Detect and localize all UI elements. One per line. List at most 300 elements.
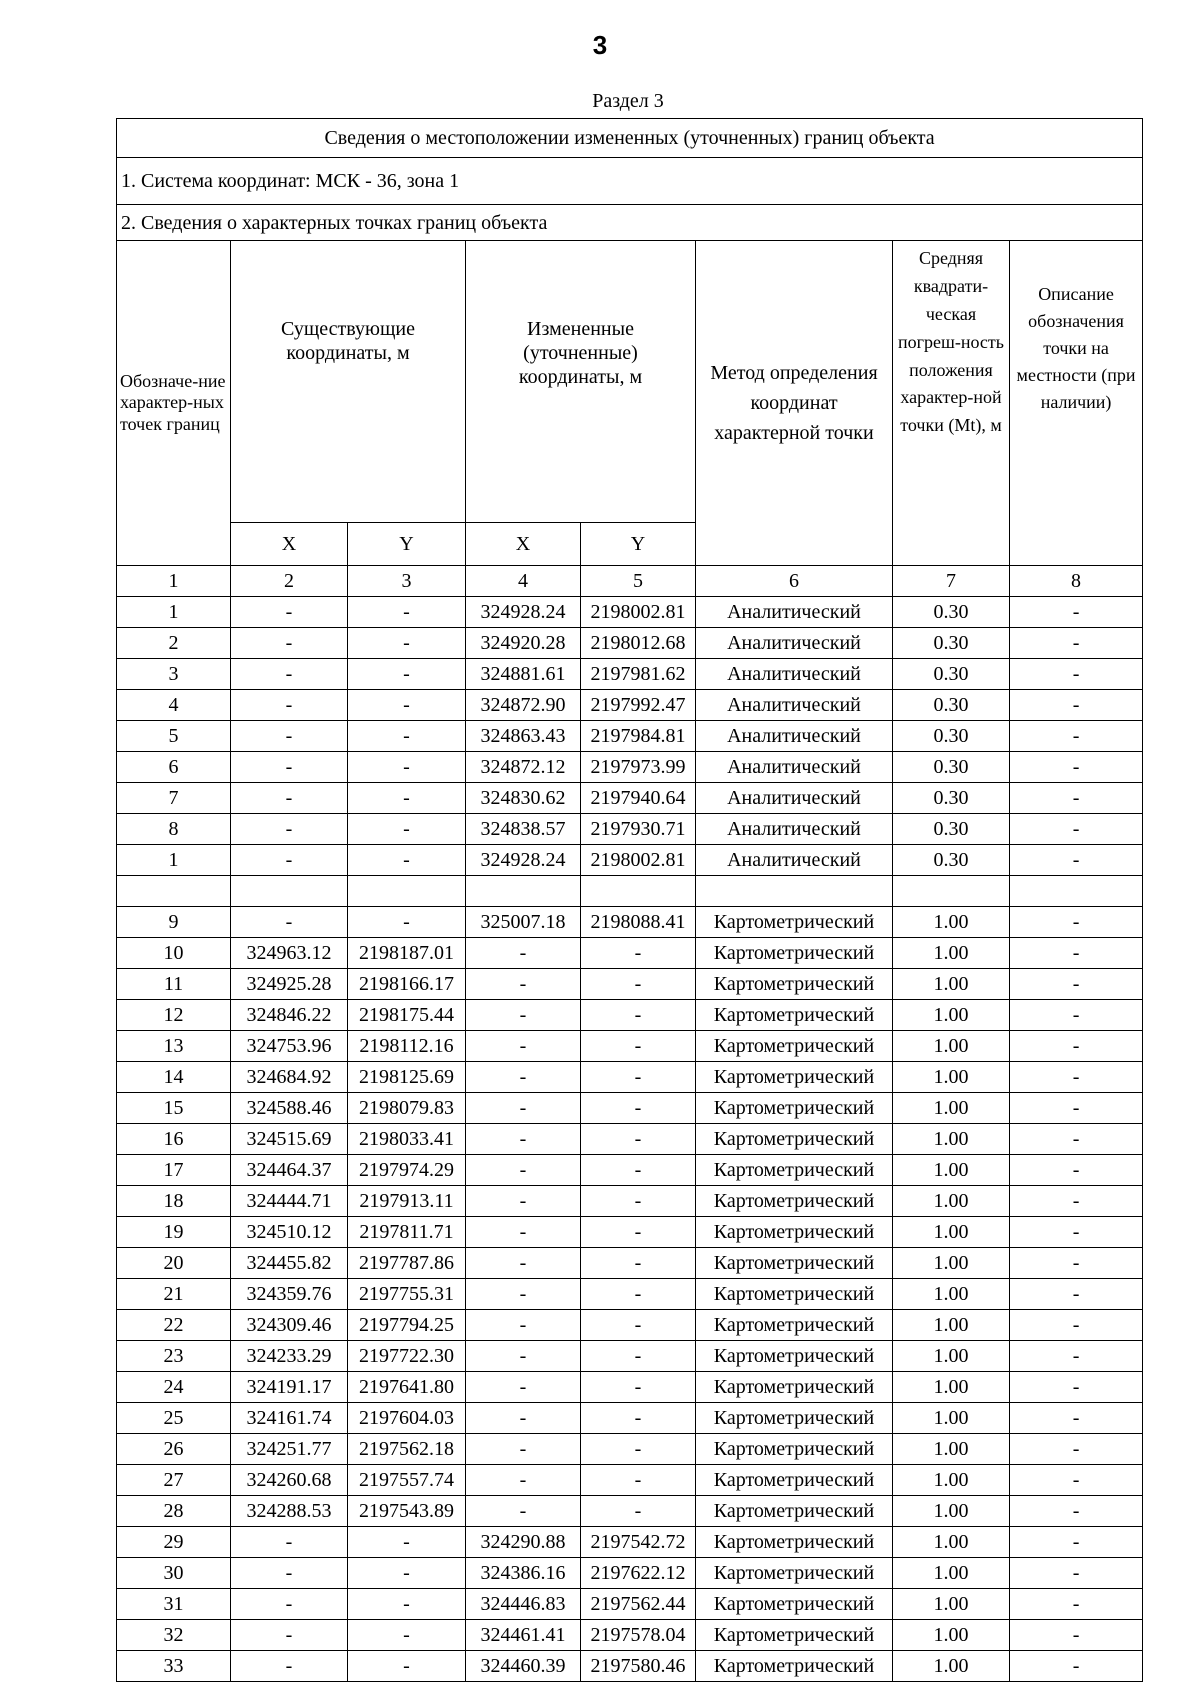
column-number: 4 bbox=[466, 566, 581, 597]
cell-method: Картометрический bbox=[696, 1651, 893, 1682]
column-number: 3 bbox=[348, 566, 466, 597]
cell-existing-y: - bbox=[348, 1651, 466, 1682]
cell-point-id: 32 bbox=[117, 1620, 231, 1651]
cell-method: Картометрический bbox=[696, 907, 893, 938]
cell-changed-y: - bbox=[581, 1031, 696, 1062]
cell-existing-y: 2197557.74 bbox=[348, 1465, 466, 1496]
cell-description: - bbox=[1010, 752, 1143, 783]
cell-existing-y: 2198079.83 bbox=[348, 1093, 466, 1124]
cell-changed-y: 2198002.81 bbox=[581, 845, 696, 876]
cell-changed-y: - bbox=[581, 1341, 696, 1372]
cell-accuracy: 0.30 bbox=[893, 752, 1010, 783]
cell-changed-x: 324460.39 bbox=[466, 1651, 581, 1682]
cell-existing-y: 2197787.86 bbox=[348, 1248, 466, 1279]
cell-existing-x: - bbox=[231, 1620, 348, 1651]
cell-changed-y: - bbox=[581, 1000, 696, 1031]
cell-existing-x: 324963.12 bbox=[231, 938, 348, 969]
table-row bbox=[117, 1434, 1143, 1465]
cell-point-id: 8 bbox=[117, 814, 231, 845]
cell-existing-x: 324288.53 bbox=[231, 1496, 348, 1527]
cell-method: Картометрический bbox=[696, 1279, 893, 1310]
cell-method: Аналитический bbox=[696, 783, 893, 814]
cell-changed-y: 2197578.04 bbox=[581, 1620, 696, 1651]
cell-existing-y: 2198033.41 bbox=[348, 1124, 466, 1155]
table-row bbox=[117, 1279, 1143, 1310]
cell-description: - bbox=[1010, 659, 1143, 690]
cell-existing-y: 2197604.03 bbox=[348, 1403, 466, 1434]
table-row bbox=[117, 1651, 1143, 1682]
cell-point-id: 19 bbox=[117, 1217, 231, 1248]
cell-method: Картометрический bbox=[696, 1527, 893, 1558]
cell-changed-x: - bbox=[466, 1186, 581, 1217]
cell-method bbox=[696, 876, 893, 907]
cell-accuracy: 1.00 bbox=[893, 1496, 1010, 1527]
cell-changed-x: 324920.28 bbox=[466, 628, 581, 659]
cell-method: Картометрический bbox=[696, 1620, 893, 1651]
cell-changed-y: - bbox=[581, 1217, 696, 1248]
column-number: 5 bbox=[581, 566, 696, 597]
table-row bbox=[117, 1589, 1143, 1620]
cell-point-id: 13 bbox=[117, 1031, 231, 1062]
cell-changed-x: - bbox=[466, 1000, 581, 1031]
header-description: Описание обозначения точки на местности (при наличии) bbox=[1010, 241, 1143, 566]
cell-existing-y: 2198125.69 bbox=[348, 1062, 466, 1093]
cell-existing-x: 324464.37 bbox=[231, 1155, 348, 1186]
cell-existing-y: - bbox=[348, 783, 466, 814]
cell-changed-x: 324872.90 bbox=[466, 690, 581, 721]
cell-description: - bbox=[1010, 938, 1143, 969]
cell-changed-y: - bbox=[581, 969, 696, 1000]
cell-existing-x: - bbox=[231, 1651, 348, 1682]
cell-accuracy: 1.00 bbox=[893, 907, 1010, 938]
header-existing-y: Y bbox=[348, 523, 466, 566]
cell-point-id: 5 bbox=[117, 721, 231, 752]
cell-description: - bbox=[1010, 969, 1143, 1000]
cell-changed-y: - bbox=[581, 1434, 696, 1465]
cell-method: Картометрический bbox=[696, 1000, 893, 1031]
cell-point-id: 26 bbox=[117, 1434, 231, 1465]
cell-accuracy: 0.30 bbox=[893, 721, 1010, 752]
cell-changed-y: - bbox=[581, 1186, 696, 1217]
cell-description: - bbox=[1010, 1558, 1143, 1589]
cell-existing-y: - bbox=[348, 659, 466, 690]
cell-point-id: 27 bbox=[117, 1465, 231, 1496]
cell-changed-x: - bbox=[466, 1372, 581, 1403]
cell-description: - bbox=[1010, 1403, 1143, 1434]
cell-method: Картометрический bbox=[696, 1248, 893, 1279]
cell-method: Картометрический bbox=[696, 1217, 893, 1248]
table-row bbox=[117, 721, 1143, 752]
cell-method: Картометрический bbox=[696, 1434, 893, 1465]
table-title: Сведения о местоположении измененных (уточненных) границ объекта bbox=[117, 119, 1143, 158]
cell-changed-x: - bbox=[466, 1062, 581, 1093]
cell-accuracy: 1.00 bbox=[893, 1217, 1010, 1248]
cell-existing-x: 324444.71 bbox=[231, 1186, 348, 1217]
cell-accuracy: 1.00 bbox=[893, 1465, 1010, 1496]
cell-description: - bbox=[1010, 1217, 1143, 1248]
table-row bbox=[117, 845, 1143, 876]
column-number: 2 bbox=[231, 566, 348, 597]
table-row bbox=[117, 1217, 1143, 1248]
cell-existing-x: 324251.77 bbox=[231, 1434, 348, 1465]
cell-existing-x: - bbox=[231, 721, 348, 752]
cell-changed-x: 324290.88 bbox=[466, 1527, 581, 1558]
cell-description: - bbox=[1010, 597, 1143, 628]
cell-existing-x: - bbox=[231, 783, 348, 814]
cell-point-id: 33 bbox=[117, 1651, 231, 1682]
cell-accuracy: 0.30 bbox=[893, 628, 1010, 659]
cell-point-id: 18 bbox=[117, 1186, 231, 1217]
cell-description: - bbox=[1010, 1620, 1143, 1651]
cell-accuracy: 1.00 bbox=[893, 1372, 1010, 1403]
table-row bbox=[117, 938, 1143, 969]
cell-method: Картометрический bbox=[696, 1341, 893, 1372]
cell-existing-y: 2197641.80 bbox=[348, 1372, 466, 1403]
header-changed-x: X bbox=[466, 523, 581, 566]
cell-accuracy: 0.30 bbox=[893, 783, 1010, 814]
cell-description: - bbox=[1010, 1651, 1143, 1682]
cell-existing-x: 324846.22 bbox=[231, 1000, 348, 1031]
cell-accuracy: 1.00 bbox=[893, 1651, 1010, 1682]
cell-existing-x: - bbox=[231, 597, 348, 628]
cell-accuracy: 1.00 bbox=[893, 1620, 1010, 1651]
cell-method: Аналитический bbox=[696, 690, 893, 721]
cell-point-id: 29 bbox=[117, 1527, 231, 1558]
cell-accuracy: 0.30 bbox=[893, 690, 1010, 721]
cell-changed-x: - bbox=[466, 1434, 581, 1465]
cell-changed-y: - bbox=[581, 1310, 696, 1341]
points-heading: 2. Сведения о характерных точках границ объекта bbox=[117, 205, 1143, 241]
cell-description: - bbox=[1010, 1093, 1143, 1124]
cell-point-id: 21 bbox=[117, 1279, 231, 1310]
cell-existing-y: 2198166.17 bbox=[348, 969, 466, 1000]
cell-existing-x: 324510.12 bbox=[231, 1217, 348, 1248]
cell-point-id: 3 bbox=[117, 659, 231, 690]
cell-point-id: 16 bbox=[117, 1124, 231, 1155]
cell-method: Картометрический bbox=[696, 1031, 893, 1062]
cell-point-id: 6 bbox=[117, 752, 231, 783]
header-existing-x: X bbox=[231, 523, 348, 566]
cell-accuracy: 0.30 bbox=[893, 597, 1010, 628]
cell-description: - bbox=[1010, 1279, 1143, 1310]
cell-changed-y: 2197973.99 bbox=[581, 752, 696, 783]
cell-changed-y: - bbox=[581, 1124, 696, 1155]
cell-existing-x: 324455.82 bbox=[231, 1248, 348, 1279]
boundary-points-table bbox=[116, 118, 1143, 1682]
cell-existing-y: - bbox=[348, 721, 466, 752]
cell-existing-y: 2197794.25 bbox=[348, 1310, 466, 1341]
cell-changed-x: 324461.41 bbox=[466, 1620, 581, 1651]
cell-accuracy: 1.00 bbox=[893, 938, 1010, 969]
cell-point-id: 7 bbox=[117, 783, 231, 814]
cell-existing-x: 324233.29 bbox=[231, 1341, 348, 1372]
cell-existing-y: - bbox=[348, 907, 466, 938]
cell-existing-x: 324925.28 bbox=[231, 969, 348, 1000]
cell-existing-x: 324588.46 bbox=[231, 1093, 348, 1124]
cell-changed-y: - bbox=[581, 1465, 696, 1496]
cell-changed-x: 324928.24 bbox=[466, 845, 581, 876]
table-row bbox=[117, 1155, 1143, 1186]
column-number-row bbox=[117, 566, 1143, 597]
header-method: Метод определения координат характерной точки bbox=[696, 241, 893, 566]
table-row bbox=[117, 1403, 1143, 1434]
cell-accuracy: 1.00 bbox=[893, 1000, 1010, 1031]
cell-existing-y: - bbox=[348, 1589, 466, 1620]
cell-description: - bbox=[1010, 628, 1143, 659]
cell-accuracy: 1.00 bbox=[893, 1093, 1010, 1124]
header-changed-coords: Измененные (уточненные) координаты, м bbox=[466, 241, 696, 523]
cell-accuracy: 0.30 bbox=[893, 814, 1010, 845]
cell-description: - bbox=[1010, 690, 1143, 721]
table-row bbox=[117, 659, 1143, 690]
cell-accuracy: 1.00 bbox=[893, 1403, 1010, 1434]
cell-point-id: 15 bbox=[117, 1093, 231, 1124]
cell-existing-y: 2198187.01 bbox=[348, 938, 466, 969]
cell-existing-x: - bbox=[231, 752, 348, 783]
cell-existing-y: - bbox=[348, 752, 466, 783]
cell-existing-y: - bbox=[348, 690, 466, 721]
cell-method: Картометрический bbox=[696, 1403, 893, 1434]
cell-description: - bbox=[1010, 1589, 1143, 1620]
cell-changed-y: 2197992.47 bbox=[581, 690, 696, 721]
header-designation: Обозначе-ние характер-ных точек границ bbox=[117, 241, 231, 566]
cell-description: - bbox=[1010, 845, 1143, 876]
cell-method: Картометрический bbox=[696, 1124, 893, 1155]
cell-description: - bbox=[1010, 1248, 1143, 1279]
cell-existing-y: - bbox=[348, 814, 466, 845]
table-row bbox=[117, 1372, 1143, 1403]
table-row bbox=[117, 1062, 1143, 1093]
column-number: 1 bbox=[117, 566, 231, 597]
cell-point-id: 28 bbox=[117, 1496, 231, 1527]
cell-description: - bbox=[1010, 1372, 1143, 1403]
cell-method: Картометрический bbox=[696, 938, 893, 969]
cell-existing-x: - bbox=[231, 628, 348, 659]
cell-changed-x: 325007.18 bbox=[466, 907, 581, 938]
cell-changed-x: 324386.16 bbox=[466, 1558, 581, 1589]
cell-existing-x bbox=[231, 876, 348, 907]
cell-existing-y: 2197543.89 bbox=[348, 1496, 466, 1527]
cell-existing-x: 324359.76 bbox=[231, 1279, 348, 1310]
cell-method: Картометрический bbox=[696, 1558, 893, 1589]
cell-point-id: 25 bbox=[117, 1403, 231, 1434]
cell-existing-y: 2197913.11 bbox=[348, 1186, 466, 1217]
cell-method: Аналитический bbox=[696, 814, 893, 845]
header-existing-coords: Существующие координаты, м bbox=[231, 241, 466, 523]
cell-point-id: 4 bbox=[117, 690, 231, 721]
cell-changed-x: - bbox=[466, 1248, 581, 1279]
cell-accuracy: 1.00 bbox=[893, 1279, 1010, 1310]
cell-existing-y: - bbox=[348, 597, 466, 628]
cell-changed-x: - bbox=[466, 1403, 581, 1434]
cell-description: - bbox=[1010, 783, 1143, 814]
cell-description: - bbox=[1010, 1465, 1143, 1496]
cell-description: - bbox=[1010, 1341, 1143, 1372]
cell-point-id: 2 bbox=[117, 628, 231, 659]
cell-method: Картометрический bbox=[696, 969, 893, 1000]
table-row bbox=[117, 1093, 1143, 1124]
cell-point-id: 10 bbox=[117, 938, 231, 969]
cell-method: Аналитический bbox=[696, 721, 893, 752]
cell-existing-x: - bbox=[231, 907, 348, 938]
cell-changed-y: - bbox=[581, 1093, 696, 1124]
cell-existing-x: - bbox=[231, 845, 348, 876]
cell-method: Картометрический bbox=[696, 1465, 893, 1496]
table-row bbox=[117, 1341, 1143, 1372]
table-row bbox=[117, 876, 1143, 907]
cell-description: - bbox=[1010, 814, 1143, 845]
cell-description: - bbox=[1010, 1000, 1143, 1031]
column-number: 6 bbox=[696, 566, 893, 597]
table-row bbox=[117, 1620, 1143, 1651]
table-row bbox=[117, 969, 1143, 1000]
cell-existing-y: 2197811.71 bbox=[348, 1217, 466, 1248]
cell-changed-y: - bbox=[581, 1062, 696, 1093]
cell-accuracy: 1.00 bbox=[893, 1341, 1010, 1372]
table-row bbox=[117, 690, 1143, 721]
cell-changed-y: 2197930.71 bbox=[581, 814, 696, 845]
cell-changed-y: - bbox=[581, 1279, 696, 1310]
cell-point-id: 12 bbox=[117, 1000, 231, 1031]
cell-changed-y: 2198012.68 bbox=[581, 628, 696, 659]
cell-point-id: 31 bbox=[117, 1589, 231, 1620]
cell-accuracy bbox=[893, 876, 1010, 907]
cell-changed-y: 2197984.81 bbox=[581, 721, 696, 752]
cell-existing-x: - bbox=[231, 1527, 348, 1558]
cell-existing-x: 324684.92 bbox=[231, 1062, 348, 1093]
cell-point-id: 1 bbox=[117, 845, 231, 876]
cell-changed-x: 324838.57 bbox=[466, 814, 581, 845]
cell-description: - bbox=[1010, 1155, 1143, 1186]
coord-system: 1. Система координат: МСК - 36, зона 1 bbox=[117, 158, 1143, 205]
cell-changed-y: 2198088.41 bbox=[581, 907, 696, 938]
cell-accuracy: 1.00 bbox=[893, 1155, 1010, 1186]
cell-description: - bbox=[1010, 1186, 1143, 1217]
cell-description: - bbox=[1010, 1310, 1143, 1341]
cell-changed-y: - bbox=[581, 1155, 696, 1186]
cell-existing-y: - bbox=[348, 1558, 466, 1589]
table-row bbox=[117, 628, 1143, 659]
cell-description: - bbox=[1010, 721, 1143, 752]
cell-point-id: 14 bbox=[117, 1062, 231, 1093]
cell-changed-y: - bbox=[581, 1372, 696, 1403]
cell-description: - bbox=[1010, 1527, 1143, 1558]
cell-changed-x: 324446.83 bbox=[466, 1589, 581, 1620]
cell-description: - bbox=[1010, 1031, 1143, 1062]
cell-accuracy: 1.00 bbox=[893, 1558, 1010, 1589]
table-row bbox=[117, 1527, 1143, 1558]
cell-changed-x: - bbox=[466, 1093, 581, 1124]
cell-changed-x: - bbox=[466, 1279, 581, 1310]
cell-changed-x: 324928.24 bbox=[466, 597, 581, 628]
cell-method: Аналитический bbox=[696, 628, 893, 659]
cell-point-id: 22 bbox=[117, 1310, 231, 1341]
cell-existing-x: 324161.74 bbox=[231, 1403, 348, 1434]
cell-point-id: 20 bbox=[117, 1248, 231, 1279]
cell-point-id: 23 bbox=[117, 1341, 231, 1372]
cell-changed-x bbox=[466, 876, 581, 907]
cell-changed-x: 324830.62 bbox=[466, 783, 581, 814]
cell-existing-x: 324753.96 bbox=[231, 1031, 348, 1062]
cell-existing-y: - bbox=[348, 1620, 466, 1651]
cell-accuracy: 1.00 bbox=[893, 1248, 1010, 1279]
cell-accuracy: 1.00 bbox=[893, 1310, 1010, 1341]
cell-changed-y: 2197562.44 bbox=[581, 1589, 696, 1620]
cell-changed-y: 2197622.12 bbox=[581, 1558, 696, 1589]
cell-description: - bbox=[1010, 1496, 1143, 1527]
cell-existing-x: - bbox=[231, 690, 348, 721]
cell-changed-y: - bbox=[581, 1248, 696, 1279]
table-row bbox=[117, 1248, 1143, 1279]
column-number: 7 bbox=[893, 566, 1010, 597]
cell-changed-y: 2197940.64 bbox=[581, 783, 696, 814]
table-row bbox=[117, 1496, 1143, 1527]
cell-description: - bbox=[1010, 1062, 1143, 1093]
table-row bbox=[117, 597, 1143, 628]
table-row bbox=[117, 1124, 1143, 1155]
cell-method: Картометрический bbox=[696, 1372, 893, 1403]
cell-accuracy: 0.30 bbox=[893, 659, 1010, 690]
cell-changed-x: - bbox=[466, 938, 581, 969]
cell-changed-x: 324863.43 bbox=[466, 721, 581, 752]
cell-accuracy: 1.00 bbox=[893, 1124, 1010, 1155]
cell-existing-y: - bbox=[348, 628, 466, 659]
cell-description: - bbox=[1010, 1124, 1143, 1155]
cell-accuracy: 1.00 bbox=[893, 1062, 1010, 1093]
cell-changed-x: - bbox=[466, 1310, 581, 1341]
cell-existing-x: - bbox=[231, 814, 348, 845]
cell-existing-x: 324309.46 bbox=[231, 1310, 348, 1341]
column-number: 8 bbox=[1010, 566, 1143, 597]
cell-changed-y: 2197981.62 bbox=[581, 659, 696, 690]
cell-existing-x: 324191.17 bbox=[231, 1372, 348, 1403]
section-label: Раздел 3 bbox=[592, 90, 664, 112]
cell-method: Картометрический bbox=[696, 1093, 893, 1124]
cell-method: Аналитический bbox=[696, 659, 893, 690]
table-row bbox=[117, 907, 1143, 938]
cell-changed-y: - bbox=[581, 1496, 696, 1527]
cell-method: Картометрический bbox=[696, 1310, 893, 1341]
cell-existing-y: 2198175.44 bbox=[348, 1000, 466, 1031]
cell-method: Аналитический bbox=[696, 845, 893, 876]
cell-changed-x: - bbox=[466, 1124, 581, 1155]
cell-method: Картометрический bbox=[696, 1496, 893, 1527]
cell-changed-y bbox=[581, 876, 696, 907]
cell-accuracy: 1.00 bbox=[893, 1527, 1010, 1558]
cell-changed-x: - bbox=[466, 1155, 581, 1186]
table-row bbox=[117, 1186, 1143, 1217]
cell-changed-x: - bbox=[466, 969, 581, 1000]
cell-changed-y: 2197580.46 bbox=[581, 1651, 696, 1682]
cell-point-id: 9 bbox=[117, 907, 231, 938]
cell-accuracy: 1.00 bbox=[893, 1589, 1010, 1620]
cell-changed-y: - bbox=[581, 938, 696, 969]
cell-changed-y: 2198002.81 bbox=[581, 597, 696, 628]
cell-point-id: 1 bbox=[117, 597, 231, 628]
header-changed-y: Y bbox=[581, 523, 696, 566]
cell-changed-x: 324872.12 bbox=[466, 752, 581, 783]
cell-changed-x: 324881.61 bbox=[466, 659, 581, 690]
table-row bbox=[117, 1000, 1143, 1031]
cell-point-id: 11 bbox=[117, 969, 231, 1000]
cell-changed-x: - bbox=[466, 1496, 581, 1527]
cell-changed-x: - bbox=[466, 1031, 581, 1062]
cell-existing-y: 2197722.30 bbox=[348, 1341, 466, 1372]
cell-point-id bbox=[117, 876, 231, 907]
cell-accuracy: 1.00 bbox=[893, 969, 1010, 1000]
cell-existing-y: 2198112.16 bbox=[348, 1031, 466, 1062]
cell-existing-y: 2197974.29 bbox=[348, 1155, 466, 1186]
